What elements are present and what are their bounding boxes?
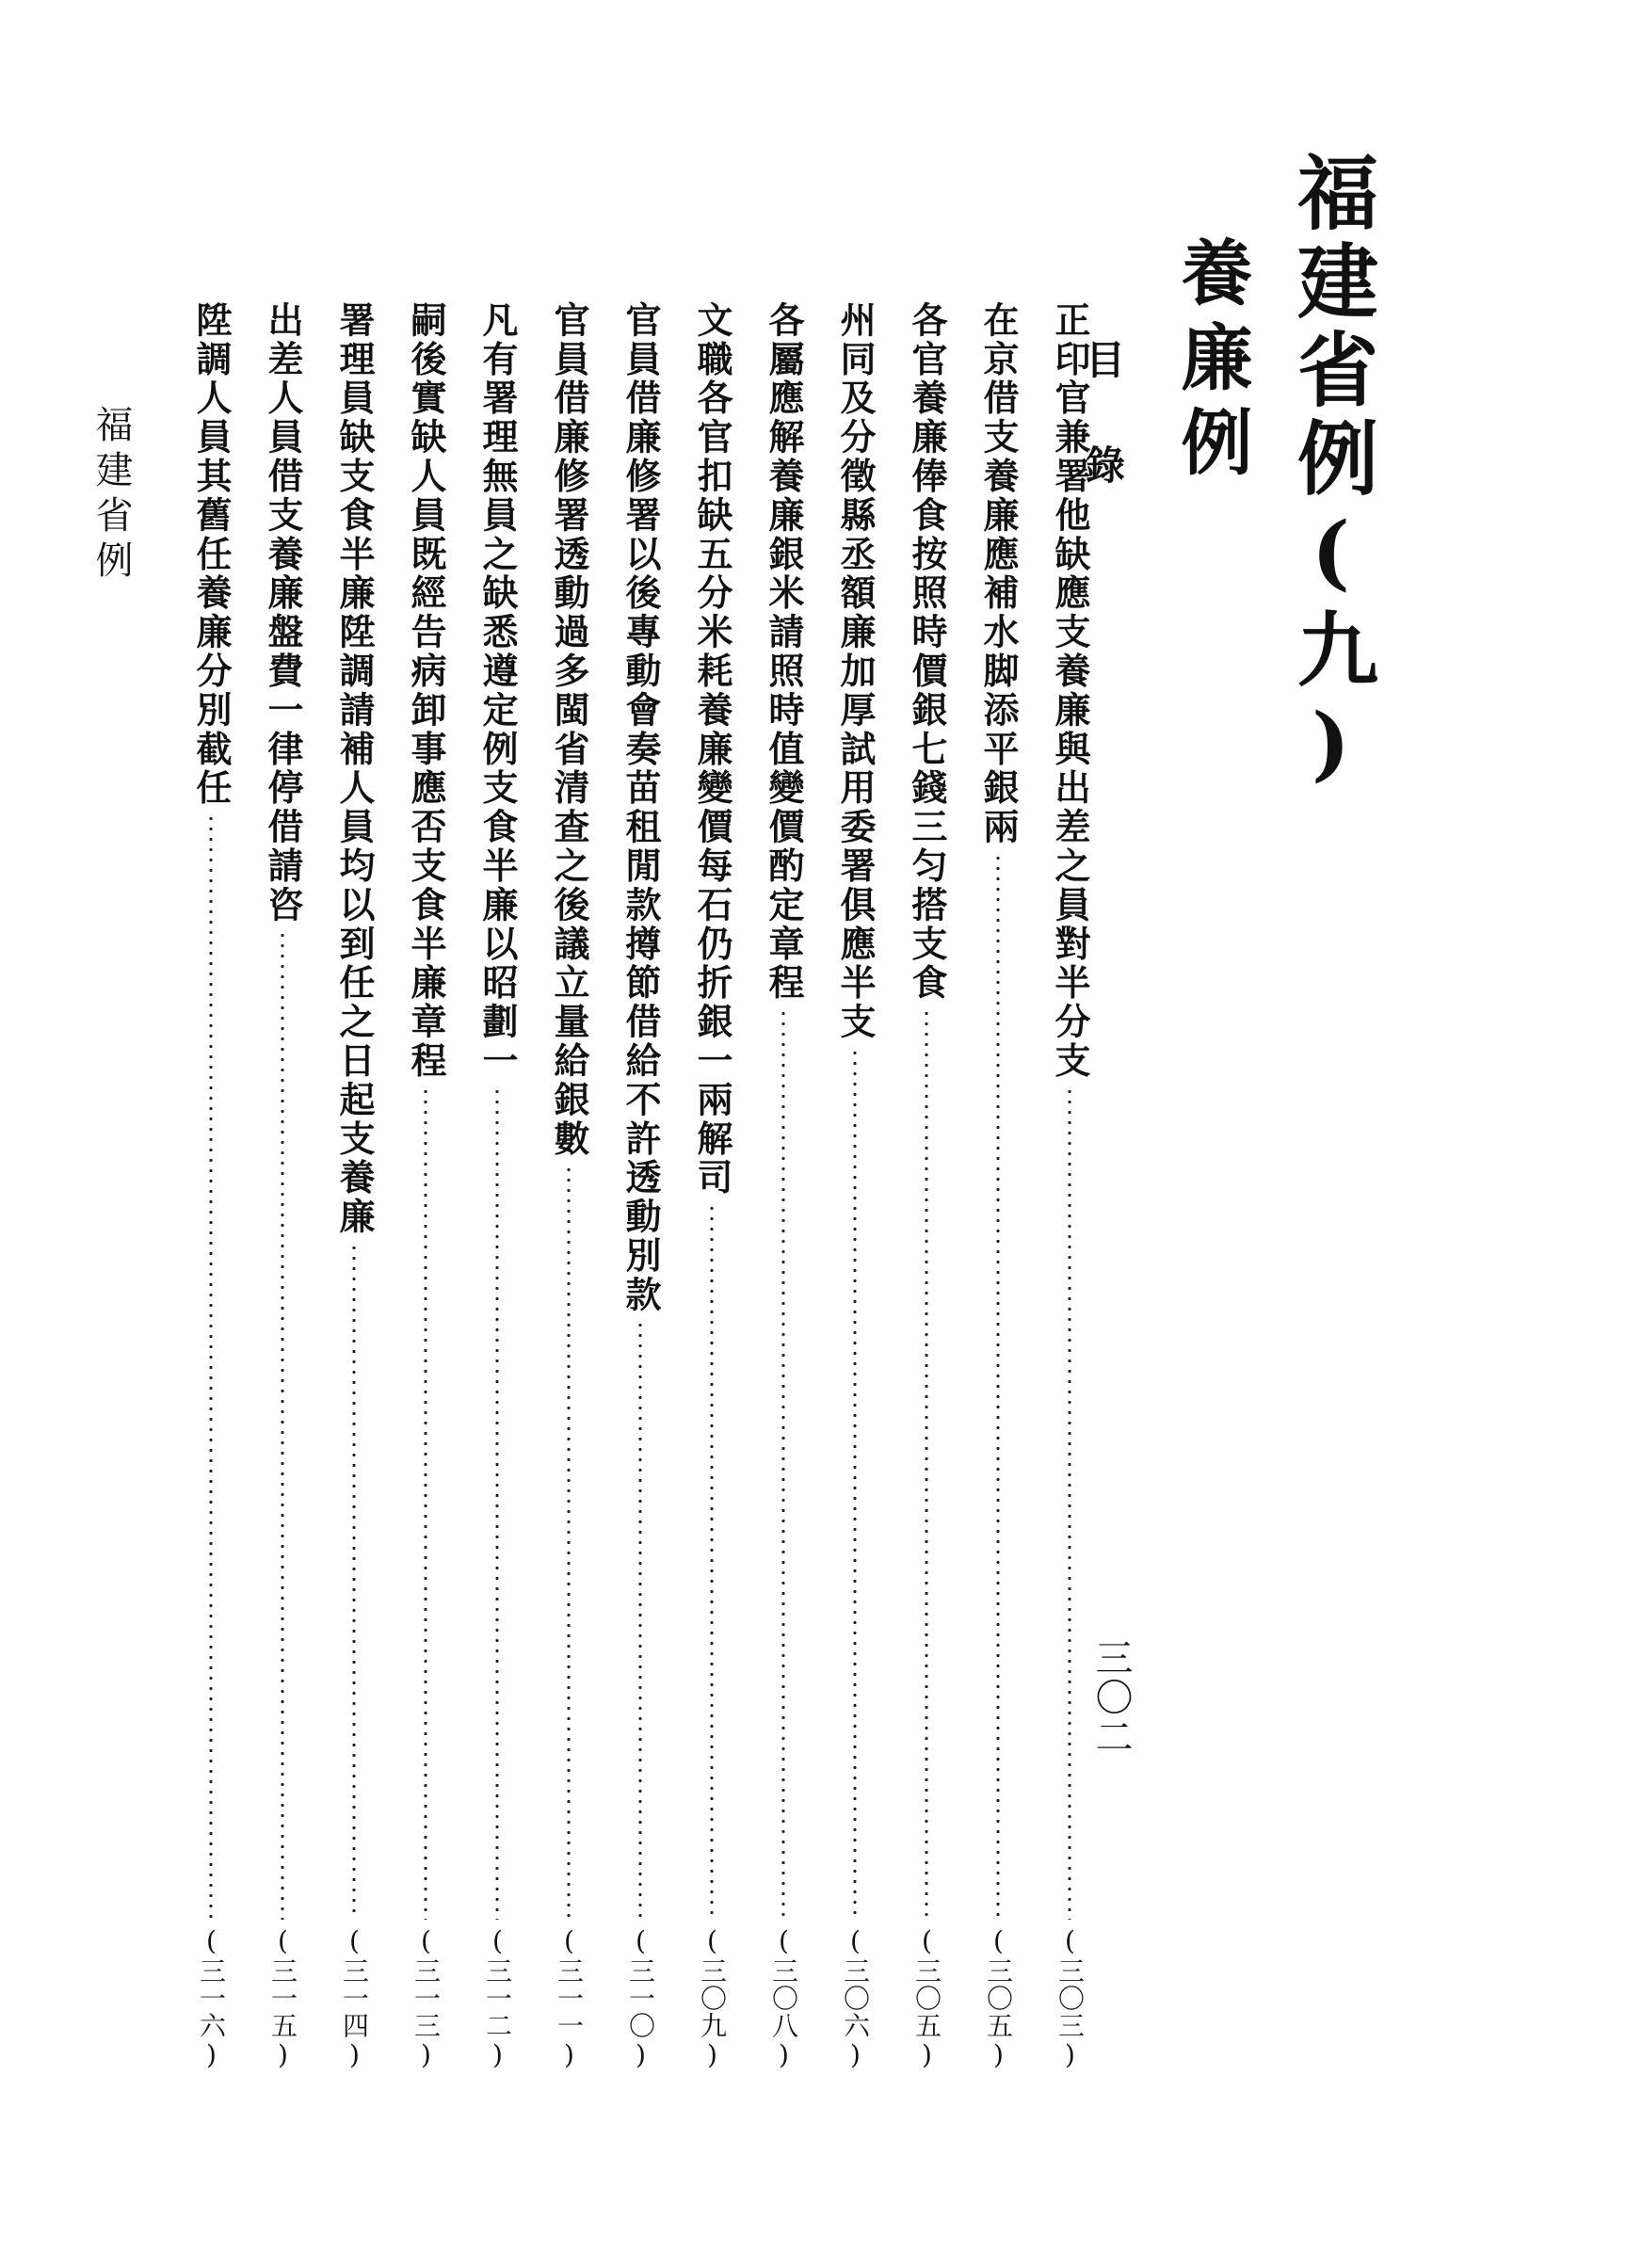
toc-entry-page: (三〇八) — [768, 1925, 799, 2071]
toc-entry — [260, 301, 305, 2071]
toc-entry — [331, 301, 377, 2071]
dot-leader — [996, 853, 1000, 1920]
toc-entry-page: (三〇九) — [697, 1925, 728, 2071]
toc-entry — [975, 301, 1021, 2071]
toc-entry-title: 署理員缺支食半廉陞調請補人員均以到任之日起支養廉 — [333, 301, 376, 1237]
section-title: 養廉例 — [1169, 235, 1253, 490]
dot-leader — [424, 1086, 427, 1920]
toc-entry-title: 正印官兼署他缺應支養廉與出差之員對半分支 — [1049, 301, 1091, 1081]
dot-leader — [710, 1203, 714, 1920]
toc-entry — [1047, 301, 1092, 2071]
toc-entry-title: 文職各官扣缺五分米耗養廉變價每石仍折銀一兩解司 — [691, 301, 733, 1198]
toc-entry-title: 陞調人員其舊任養廉分別截任 — [190, 301, 233, 809]
toc-entry — [403, 301, 448, 2071]
page-number: 三〇二 — [1089, 1638, 1133, 1757]
dot-leader — [638, 1320, 642, 1920]
toc-entry — [689, 301, 734, 2071]
toc-entry-title: 各官養廉俸食按照時價銀七錢三匀搭支食 — [906, 301, 948, 1004]
dot-leader — [281, 930, 284, 1920]
toc-entry — [475, 301, 520, 2071]
toc-entry — [904, 301, 949, 2071]
dot-leader — [781, 1008, 785, 1920]
toc-entry-page: (三一一) — [554, 1925, 585, 2071]
toc-entry — [618, 301, 663, 2071]
toc-entry-page: (三一三) — [410, 1925, 442, 2071]
toc-entry-title: 官員借廉修署以後專動會奏苗租閒款撙節借給不許透動別款 — [620, 301, 662, 1315]
toc-entry-title: 各屬應解養廉銀米請照時值變價酌定章程 — [763, 301, 805, 1004]
toc-entry-page: (三〇三) — [1054, 1925, 1086, 2071]
toc-entry-title: 嗣後實缺人員既經告病卸事應否支食半廉章程 — [405, 301, 447, 1081]
toc-entry — [546, 301, 591, 2071]
running-head: 福建省例 — [89, 405, 133, 586]
toc-entry-page: (三一六) — [196, 1925, 227, 2071]
toc-entry — [188, 301, 233, 2071]
toc-entry — [761, 301, 806, 2071]
toc-entry-title: 在京借支養廉應補水脚添平銀兩 — [977, 301, 1020, 847]
toc-entry-title: 官員借廉修署透動過多閩省清查之後議立量給銀數 — [548, 301, 590, 1159]
dot-leader — [495, 1086, 499, 1920]
toc-entry-page: (三〇五) — [911, 1925, 942, 2071]
toc-entry-page: (三一二) — [482, 1925, 513, 2071]
toc-entry-title: 凡有署理無員之缺悉遵定例支食半廉以昭劃一 — [476, 301, 519, 1081]
dot-leader — [352, 1243, 356, 1920]
toc-entry — [832, 301, 877, 2071]
dot-leader — [925, 1008, 928, 1920]
dot-leader — [1068, 1086, 1071, 1920]
toc-entry-title: 州同及分徵縣丞額廉加厚試用委署俱應半支 — [834, 301, 877, 1042]
toc-entry-page: (三〇六) — [840, 1925, 871, 2071]
dot-leader — [567, 1165, 571, 1920]
dot-leader — [209, 813, 213, 1920]
toc-entry-page: (三〇五) — [983, 1925, 1014, 2071]
toc-heading: 目錄 — [1080, 339, 1126, 550]
toc-entry-page: (三一五) — [267, 1925, 298, 2071]
dot-leader — [853, 1048, 857, 1920]
toc-entry-page: (三一四) — [339, 1925, 370, 2071]
toc-entry-title: 出差人員借支養廉盤費一律停借請咨 — [262, 301, 304, 925]
toc-entry-page: (三一〇) — [625, 1925, 656, 2071]
book-title: 福建省例(九) — [1283, 151, 1378, 798]
